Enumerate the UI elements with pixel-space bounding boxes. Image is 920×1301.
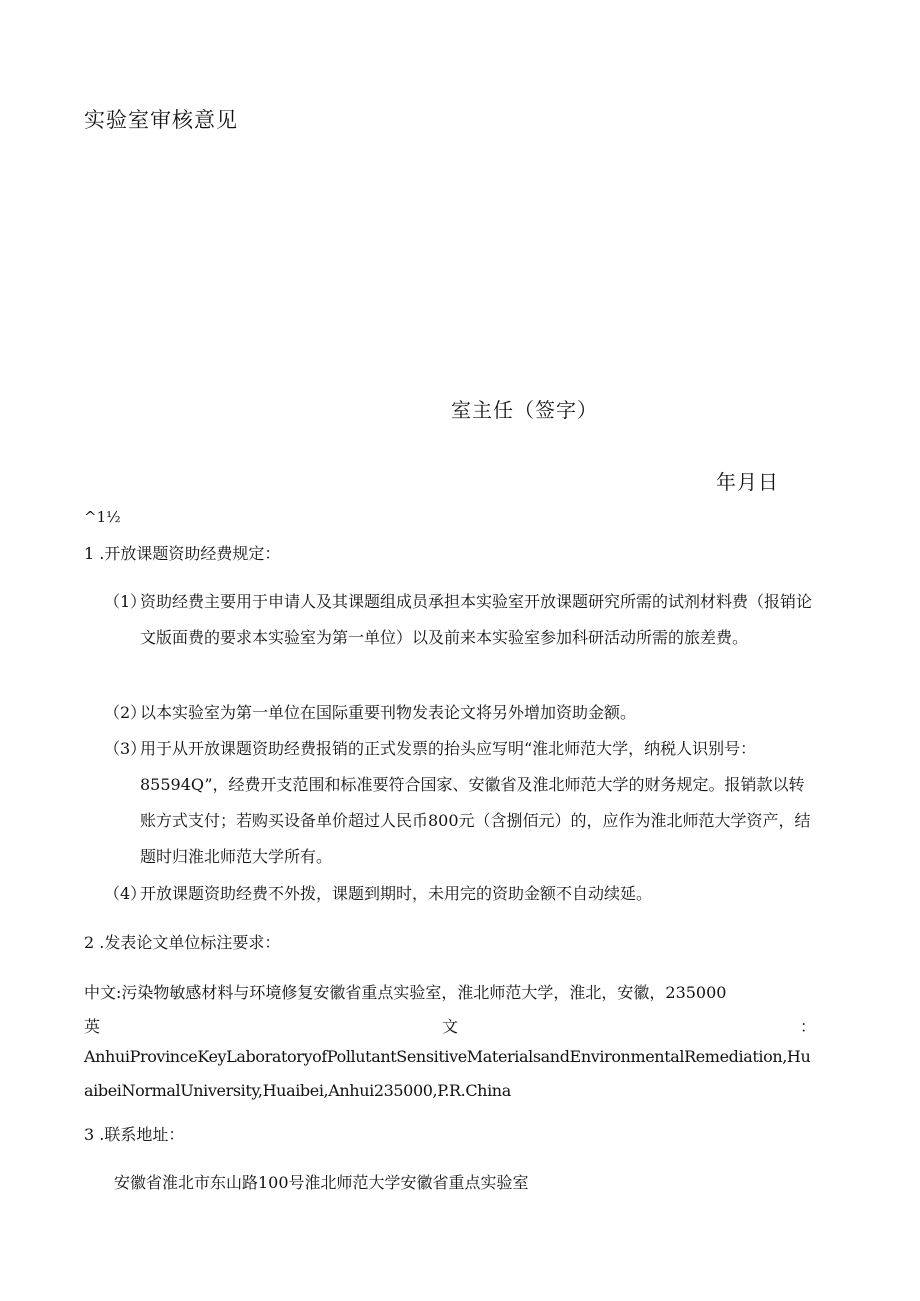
affiliation-heading: 2 .发表论文单位标注要求： bbox=[84, 933, 281, 952]
funding-heading: 1 .开放课题资助经费规定： bbox=[84, 544, 281, 563]
contact-address: 安徽省淮北市东山路100号淮北师范大学安徽省重点实验室 bbox=[114, 1173, 529, 1192]
english-label-char: 文 bbox=[441, 1017, 458, 1036]
funding-item-label: （3） bbox=[104, 739, 147, 758]
contact-heading: 3 .联系地址： bbox=[84, 1125, 185, 1144]
funding-item-text: 开放课题资助经费不外拨，课题到期时，未用完的资助金额不自动续延。 bbox=[140, 884, 653, 903]
funding-item-text: 以本实验室为第一单位在国际重要刊物发表论文将另外增加资助金额。 bbox=[140, 703, 637, 722]
note-mark: ^1½ bbox=[84, 508, 121, 526]
funding-item-text: 用于从开放课题资助经费报销的正式发票的抬头应写明“淮北师范大学，纳税人识别号：85594Q”，经费开支范围和标准要符合国家、安徽省及淮北师范大学的财务规定。报销款以转账方式支付；若购买设备单价超过人民币800元（含捌佰元）的，应作为淮北师范大学资产，结题时归淮北师范大学所有。 bbox=[140, 739, 811, 866]
funding-item-label: （1） bbox=[104, 592, 147, 611]
funding-item-1 bbox=[104, 584, 816, 656]
director-signature-label: 室主任（签字） bbox=[451, 398, 598, 422]
funding-item-2 bbox=[104, 695, 816, 731]
english-label-char: 英 bbox=[84, 1017, 101, 1036]
funding-item-label: （2） bbox=[104, 703, 147, 722]
english-label-char: ： bbox=[799, 1017, 816, 1036]
funding-item-label: （4） bbox=[104, 884, 147, 903]
affiliation-chinese: 中文:污染物敏感材料与环境修复安徽省重点实验室，淮北师范大学，淮北，安徽，235000 bbox=[84, 983, 727, 1002]
affiliation-english: AnhuiProvinceKeyLaboratoryofPollutantSensitiveMaterialsandEnvironmentalRemediation,HuaibeiNormalUniversity,Huaibei,Anhui235000,P.R.China bbox=[84, 1047, 811, 1100]
date-label: 年月日 bbox=[716, 470, 779, 494]
page-title: 实验室审核意见 bbox=[84, 108, 238, 132]
funding-item-text: 资助经费主要用于申请人及其课题组成员承担本实验室开放课题研究所需的试剂材料费（报销论文版面费的要求本实验室为第一单位）以及前来本实验室参加科研活动所需的旅差费。 bbox=[140, 592, 813, 647]
funding-item-3 bbox=[104, 731, 816, 875]
funding-item-4 bbox=[104, 876, 816, 912]
affiliation-english-label-row bbox=[84, 1014, 816, 1037]
